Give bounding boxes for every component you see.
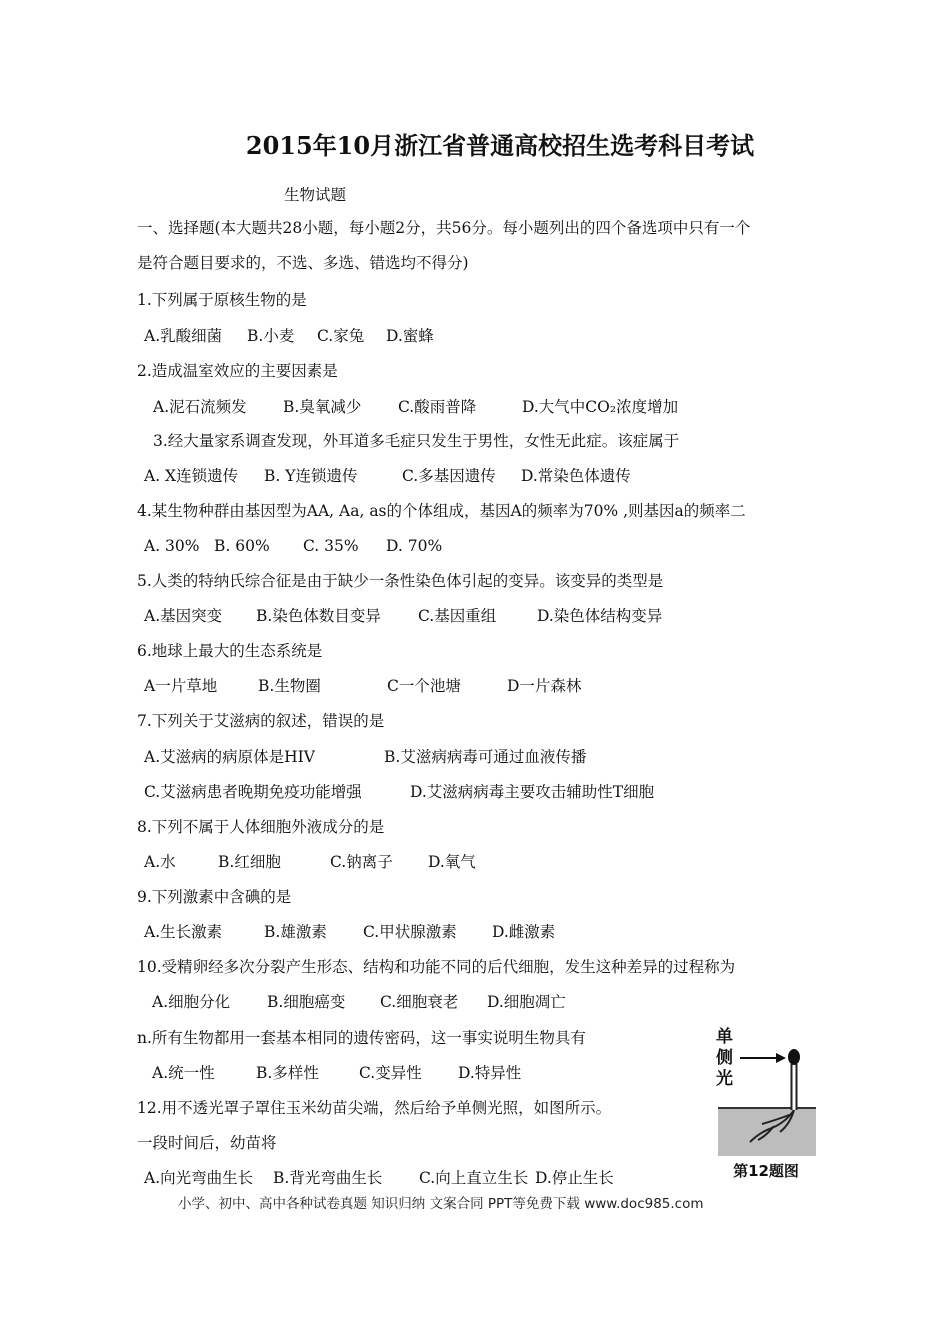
option-a: A. 30%	[144, 537, 200, 555]
option-d: D.大气中CO₂浓度增加	[522, 398, 679, 416]
option-d: D.氧气	[428, 853, 476, 871]
option-a: A.艾滋病的病原体是HIV	[144, 748, 315, 766]
option-b: B. Y连锁遗传	[264, 467, 358, 485]
question-stem: 6.地球上最大的生态系统是	[137, 642, 323, 660]
option-d: D.细胞凋亡	[487, 993, 566, 1011]
option-a: A.细胞分化	[152, 993, 231, 1011]
question-stem-continued: 一段时间后，幼苗将	[137, 1134, 277, 1152]
option-a: A.统一性	[152, 1064, 215, 1082]
instructions-line-2: 是符合题目要求的，不选、多选、错选均不得分)	[137, 254, 469, 272]
option-c: C.多基因遗传	[402, 467, 496, 485]
question-options	[137, 676, 837, 696]
question-stem: 4.某生物种群由基因型为AA, Aa, as的个体组成，基因A的频率为70% ,则基因a的频率二	[137, 502, 746, 520]
seedling-diagram	[714, 1024, 818, 1184]
option-d: D.蜜蜂	[386, 327, 434, 345]
option-c: C.家兔	[317, 327, 365, 345]
question-stem: 9.下列激素中含碘的是	[137, 888, 292, 906]
figure-label-char: 光	[716, 1069, 733, 1089]
option-c: C.向上直立生长	[419, 1169, 529, 1187]
option-c: C.艾滋病患者晚期免疫功能增强	[144, 783, 362, 801]
option-b: B.臭氧减少	[283, 398, 362, 416]
question-options	[137, 536, 837, 556]
option-b: B.背光弯曲生长	[273, 1169, 383, 1187]
question-options	[137, 606, 837, 626]
question-options	[137, 466, 837, 486]
option-b: B.红细胞	[218, 853, 281, 871]
option-b: B.细胞癌变	[267, 993, 346, 1011]
option-d: D.雌激素	[492, 923, 556, 941]
option-b: B.染色体数目变异	[256, 607, 381, 625]
option-a: A.生长激素	[144, 923, 223, 941]
opaque-cap	[788, 1049, 800, 1065]
question-stem: 8.下列不属于人体细胞外液成分的是	[137, 818, 385, 836]
question-stem: 10.受精卵经多次分裂产生形态、结构和功能不同的后代细胞，发生这种差异的过程称为	[137, 958, 736, 976]
question-stem: n.所有生物都用一套基本相同的遗传密码，这一事实说明生物具有	[137, 1029, 586, 1047]
option-a: A.向光弯曲生长	[144, 1169, 254, 1187]
question-options	[137, 1063, 697, 1083]
question-stem: 3.经大量家系调查发现，外耳道多毛症只发生于男性，女性无此症。该症属于	[153, 432, 680, 450]
option-d: D. 70%	[386, 537, 443, 555]
option-a: A.泥石流频发	[153, 398, 247, 416]
question-options	[137, 747, 837, 767]
question-options	[137, 326, 837, 346]
question-options	[137, 852, 837, 872]
question-options	[137, 922, 837, 942]
question-stem: 12.用不透光罩子罩住玉米幼苗尖端，然后给予单侧光照，如图所示。	[137, 1099, 612, 1117]
option-c: C.基因重组	[418, 607, 497, 625]
question-options	[137, 782, 837, 802]
option-b: B.小麦	[247, 327, 295, 345]
option-c: C.酸雨普降	[398, 398, 477, 416]
option-d: D一片森林	[507, 677, 582, 695]
option-b: B.生物圈	[258, 677, 321, 695]
arrow-head-icon	[776, 1053, 786, 1063]
option-c: C.钠离子	[330, 853, 393, 871]
option-c: C.细胞衰老	[380, 993, 459, 1011]
question-stem: 2.造成温室效应的主要因素是	[137, 362, 338, 380]
figure-label-char: 侧	[716, 1048, 733, 1068]
instructions-line-1: 一、选择题(本大题共28小题，每小题2分，共56分。每小题列出的四个备选项中只有一个	[137, 219, 751, 237]
question-options	[137, 397, 837, 417]
option-d: D.常染色体遗传	[521, 467, 631, 485]
seedling-figure	[714, 1024, 818, 1184]
option-c: C. 35%	[303, 537, 359, 555]
option-c: C.甲状腺激素	[363, 923, 457, 941]
option-a: A.水	[144, 853, 176, 871]
question-stem: 1.下列属于原核生物的是	[137, 291, 307, 309]
option-d: D.染色体结构变异	[537, 607, 663, 625]
question-options	[137, 1168, 697, 1188]
option-c: C.变异性	[359, 1064, 422, 1082]
option-a: A.基因突变	[144, 607, 223, 625]
option-b: B. 60%	[214, 537, 270, 555]
soil	[718, 1108, 816, 1156]
option-c: C一个池塘	[387, 677, 461, 695]
option-b: B.多样性	[256, 1064, 319, 1082]
option-b: B.艾滋病病毒可通过血液传播	[384, 748, 587, 766]
figure-caption: 第12题图	[733, 1162, 799, 1180]
option-a: A. X连锁遗传	[144, 467, 239, 485]
subject-heading: 生物试题	[284, 186, 347, 204]
page-title: 2015年10月浙江省普通高校招生选考科目考试	[245, 131, 755, 160]
question-stem: 7.下列关于艾滋病的叙述，错误的是	[137, 712, 385, 730]
option-d: D.特异性	[458, 1064, 522, 1082]
question-options	[137, 992, 837, 1012]
question-stem: 5.人类的特纳氏综合征是由于缺少一条性染色体引起的变异。该变异的类型是	[137, 572, 664, 590]
option-b: B.雄激素	[264, 923, 327, 941]
option-a: A.乳酸细菌	[144, 327, 223, 345]
option-d: D.艾滋病病毒主要攻击辅助性T细胞	[410, 783, 655, 801]
footer-ad: 小学、初中、高中各种试卷真题 知识归纳 文案合同 PPT等免费下载 www.doc985.com	[178, 1196, 704, 1212]
option-d: D.停止生长	[535, 1169, 614, 1187]
option-a: A一片草地	[144, 677, 218, 695]
figure-label-char: 单	[716, 1027, 733, 1047]
